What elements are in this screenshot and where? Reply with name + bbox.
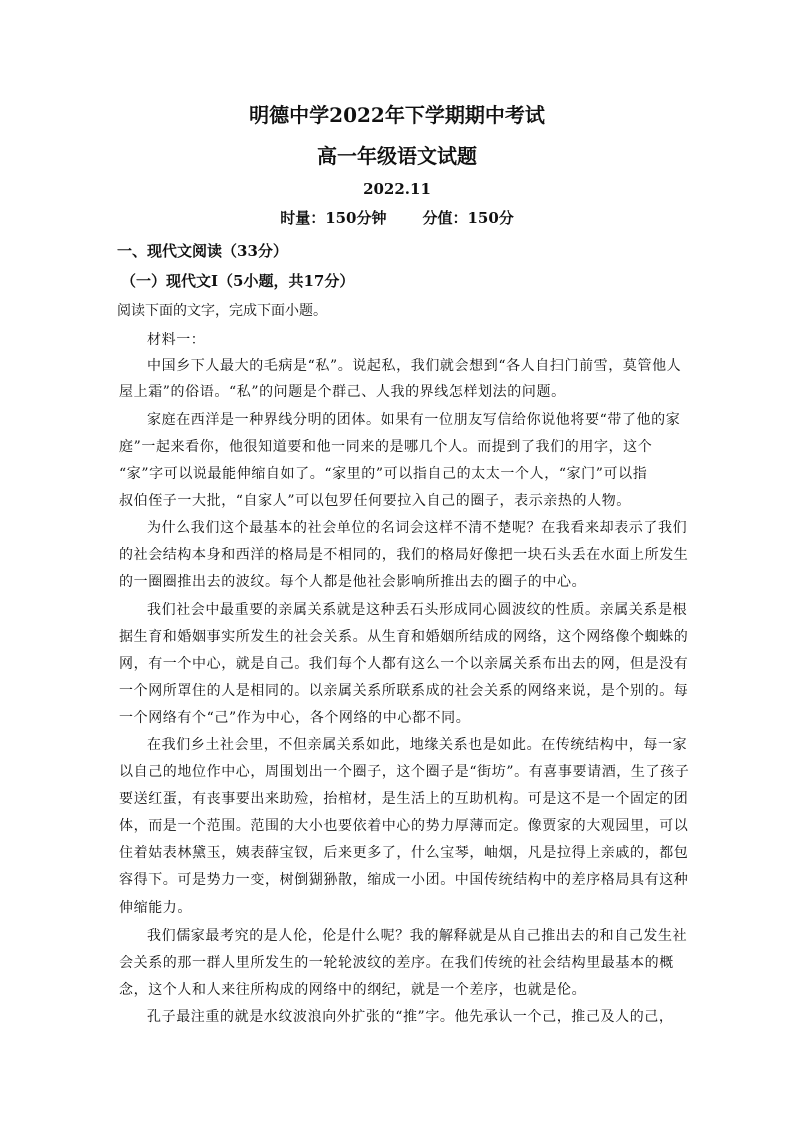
time-limit: 时量：150分钟: [280, 209, 387, 227]
passage-line: 住着姑表林黛玉，姨表薛宝钗，后来更多了，什么宝琴，岫烟，凡是拉得上亲戚的，都包: [119, 845, 689, 861]
passage-line: 的社会结构本身和西洋的格局是不相同的，我们的格局好像把一块石头丢在水面上所发生: [119, 547, 689, 563]
total-score: 分值：150分: [422, 209, 514, 227]
passage-line: 为什么我们这个最基本的社会单位的名词会这样不清不楚呢？在我看来却表示了我们: [147, 520, 688, 536]
passage-line: 我们社会中最重要的亲属关系就是这种丢石头形成同心圆波纹的性质。亲属关系是根: [147, 602, 688, 618]
section-heading: 一、现代文阅读（33分）: [117, 242, 288, 260]
exam-subtitle: 高一年级语文试题: [317, 144, 477, 168]
exam-title: 明德中学2022年下学期期中考试: [249, 103, 545, 127]
passage-line: 屋上霜”的俗语。“私”的问题是个群己、人我的界线怎样划法的问题。: [119, 384, 566, 400]
passage-line: 网，有一个中心，就是自己。我们每个人都有这么一个以亲属关系布出去的网，但是没有: [119, 656, 689, 672]
passage-line: 孔子最注重的就是水纹波浪向外扩张的“推”字。他先承认一个己，推己及人的己，: [147, 1009, 674, 1025]
exam-meta: [0, 207, 794, 228]
instruction-text: 阅读下面的文字，完成下面小题。: [117, 303, 327, 319]
passage-line: “家”字可以说最能伸缩自如了。“家里的”可以指自己的太太一个人，“家门”可以指: [119, 466, 648, 482]
passage-line: 叔伯侄子一大批，“自家人”可以包罗任何要拉入自己的圈子，表示亲热的人物。: [119, 493, 631, 509]
passage-line: 一个网所罩住的人是相同的。以亲属关系所联系成的社会关系的网络来说，是个别的。每: [119, 683, 689, 699]
exam-date: 2022.11: [363, 180, 431, 198]
passage-line: 要送红蛋，有丧事要出来助殓，抬棺材，是生活上的互助机构。可是这不是一个固定的团: [119, 791, 689, 807]
passage-line: 伸缩能力。: [119, 900, 192, 916]
passage-line: 念，这个人和人来往所构成的网络中的纲纪，就是一个差序，也就是伦。: [119, 982, 587, 998]
passage-line: 一个网络有个“己”作为中心，各个网络的中心都不同。: [119, 710, 471, 726]
passage-line: 中国乡下人最大的毛病是“私”。说起私，我们就会想到“各人自扫门前雪，莫管他人: [147, 358, 682, 374]
passage-line: 容得下。可是势力一变，树倒猢狲散，缩成一小团。中国传统结构中的差序格局具有这种: [119, 872, 689, 888]
passage-line: 据生育和婚姻事实所发生的社会关系。从生育和婚姻所结成的网络，这个网络像个蜘蛛的: [119, 629, 689, 645]
passage-line: 在我们乡土社会里，不但亲属关系如此，地缘关系也是如此。在传统结构中，每一家: [147, 737, 688, 753]
passage-line: 的一圈圈推出去的波纹。每个人都是他社会影响所推出去的圈子的中心。: [119, 574, 587, 590]
passage-line: 以自己的地位作中心，周围划出一个圈子，这个圈子是“街坊”。有喜事要请酒，生了孩子: [119, 764, 690, 780]
passage-line: 会关系的那一群人里所发生的一轮轮波纹的差序。在我们传统的社会结构里最基本的概: [119, 955, 674, 971]
passage-line: 体，而是一个范围。范围的大小也要依着中心的势力厚薄而定。像贾家的大观园里，可以: [119, 818, 689, 834]
passage-line: 材料一：: [147, 332, 206, 348]
passage-line: 家庭在西洋是一种界线分明的团体。如果有一位朋友写信给你说他将要“带了他的家: [147, 412, 681, 428]
subsection-heading: （一）现代文Ⅰ（5小题，共17分）: [121, 272, 355, 290]
passage-line: 我们儒家最考究的是人伦，伦是什么呢？我的解释就是从自己推出去的和自己发生社: [147, 928, 688, 944]
passage-line: 庭”一起来看你，他很知道要和他一同来的是哪几个人。而提到了我们的用字，这个: [119, 439, 653, 455]
